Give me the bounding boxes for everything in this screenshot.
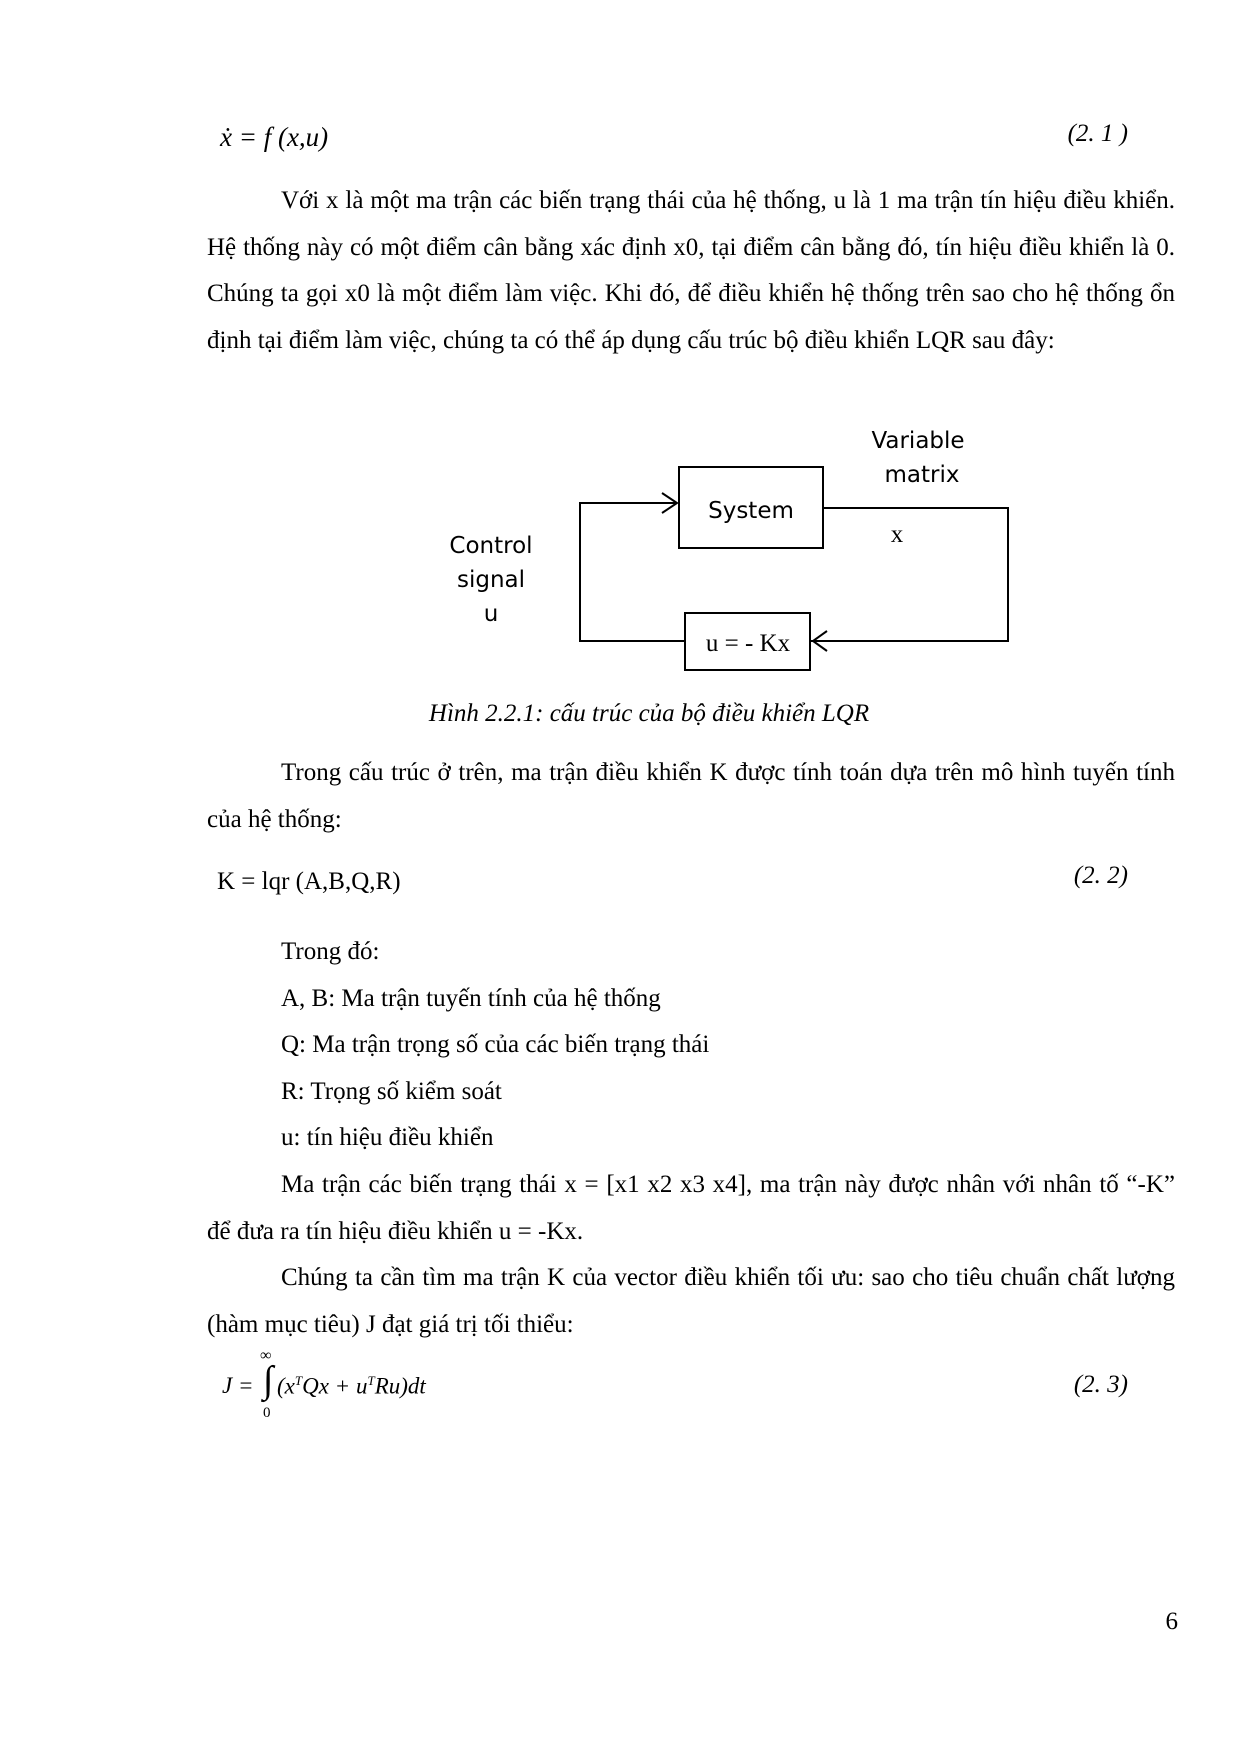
integrand-tail: Ru)dt [374,1373,426,1399]
paragraph-state-vector-text: Ma trận các biến trạng thái x = [x1 x2 x3 x4], ma trận này được nhân với nhân tố “-K” để đưa ra tín hiệu điều khiển u = -Kx. [207,1171,1175,1245]
input-variable: u [483,601,499,627]
lqr-block-diagram [0,0,1240,700]
integral-lower-limit: 0 [263,1405,271,1421]
figure-caption [0,700,1240,728]
equation-2-3-lhs: J = [222,1373,254,1398]
paragraph-objective-text: Chúng ta cần tìm ma trận K của vector điều khiển tối ưu: sao cho tiêu chuẩn chất lượng (hàm mục tiêu) J đạt giá trị tối thiểu: [207,1264,1175,1338]
equation-2-1-number: (2. 1 ) [1067,120,1128,147]
paragraph-state-vector [207,1162,1175,1255]
transpose-1: T [294,1373,303,1388]
page-number: 6 [1165,1608,1178,1635]
integrand-start: (x [277,1373,295,1399]
equation-2-2: K = lqr (A,B,Q,R) [217,868,401,895]
equation-2-1-rhs: = f (x,u) [238,122,329,152]
equation-2-3 [222,1347,642,1433]
definition-q: Q: Ma trận trọng số của các biến trạng thái [281,1031,710,1058]
output-label-line2: matrix [884,462,960,488]
paragraph-intro-text: Với x là một ma trận các biến trạng thái của hệ thống, u là 1 ma trận tín hiệu điều khiển. Hệ thống này có một điểm cân bằng xác định x0, tại điểm cân bằng đó, tín hiệu điều khiển là 0. Chúng ta gọi x0 là một điểm làm việc. Khi đó, để điều khiển hệ thống trên sao cho hệ thống ổn định tại điểm làm việc, chúng ta có thể áp dụng cấu trúc bộ điều khiển LQR sau đây: [207,187,1175,354]
definition-u: u: tín hiệu điều khiển [281,1124,494,1151]
output-label-line1: Variable [871,428,965,454]
equation-2-3-integrand [277,1373,426,1400]
system-label: System [708,498,794,524]
equation-2-3-number: (2. 3) [1073,1371,1128,1398]
transpose-2: T [367,1373,375,1388]
output-line [811,508,1008,641]
paragraph-structure [207,750,1175,843]
input-label-line2: signal [456,567,526,593]
integral-sign-icon: ∫ [263,1359,274,1401]
equation-2-1-lhs: ẋ [220,122,232,152]
paragraph-structure-text: Trong cấu trúc ở trên, ma trận điều khiển K được tính toán dựa trên mô hình tuyến tính của hệ thống: [207,759,1175,833]
definitions-intro: Trong đó: [281,938,380,965]
definition-r: R: Trọng số kiểm soát [281,1078,502,1105]
definition-ab: A, B: Ma trận tuyến tính của hệ thống [281,985,661,1012]
output-variable: x [890,521,904,548]
input-label-line1: Control [449,533,533,559]
input-line [580,503,685,641]
integral-upper-limit: ∞ [260,1347,272,1364]
paragraph-objective [207,1255,1175,1348]
feedback-label: u = - Kx [705,630,791,657]
figure-caption-text: Hình 2.2.1: cấu trúc của bộ điều khiển LQR [428,700,870,727]
integrand-mid: Qx + u [302,1373,368,1399]
equation-2-2-number: (2. 2) [1073,862,1128,889]
